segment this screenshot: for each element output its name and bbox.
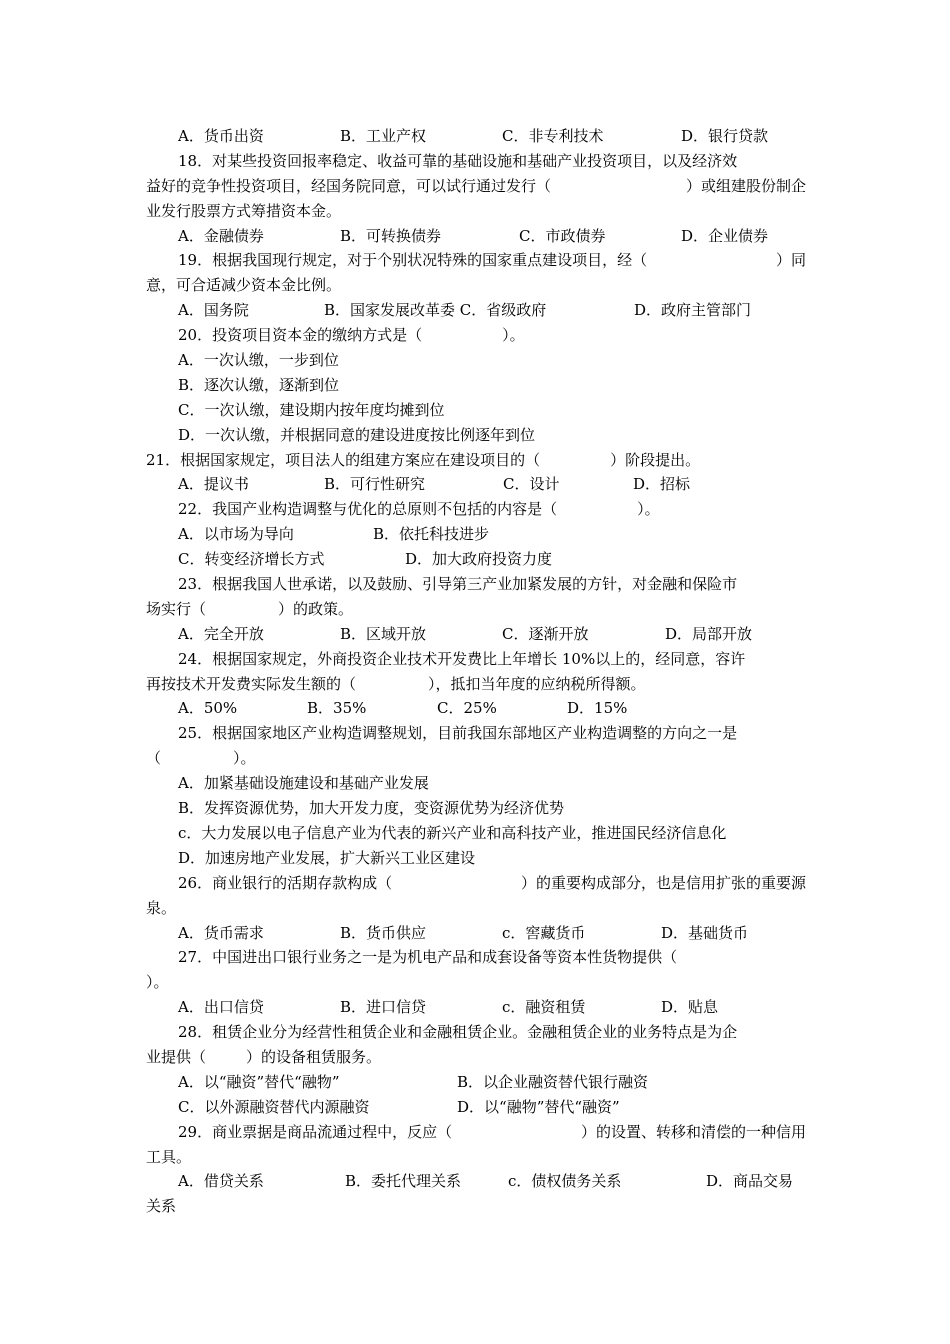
q28-stem-line1: 28．租赁企业分为经营性租赁企业和金融租赁企业。金融租赁企业的业务特点是为企	[178, 1023, 738, 1042]
q19-stem-line2: 意，可合适减少资本金比例。	[146, 276, 342, 295]
q29-option-b: B．委托代理关系	[345, 1172, 462, 1191]
q18-option-d: D．企业债券	[681, 226, 769, 245]
q25-option-c: c．大力发展以电子信息产业为代表的新兴产业和高科技产业，推进国民经济信息化	[178, 823, 727, 842]
q27-option-c: c．融资租赁	[502, 998, 586, 1017]
q24-option-c: C．25%	[437, 699, 497, 718]
q22-option-b: B．依托科技进步	[373, 525, 490, 544]
q19-option-bc: B．国家发展改革委 C．省级政府	[324, 301, 547, 320]
q27-option-a: A．出口信贷	[178, 998, 264, 1017]
document-page	[146, 124, 806, 1219]
q17-option-b: B．工业产权	[340, 127, 427, 145]
q23-stem-line2: 场实行（ ）的政策。	[146, 599, 354, 618]
q26-option-c: c．窖藏货币	[502, 923, 586, 942]
q20-option-b: B．逐次认缴，逐渐到位	[178, 375, 340, 394]
q28-option-c: C．以外源融资替代内源融资	[178, 1097, 370, 1116]
q26-stem-line1: 26．商业银行的活期存款构成（ ）的重要构成部分，也是信用扩张的重要源	[178, 873, 806, 892]
q23-stem-line1: 23．根据我国人世承诺，以及鼓励、引导第三产业加紧发展的方针，对金融和保险市	[178, 575, 738, 594]
q29-option-c: c．债权债务关系	[508, 1172, 622, 1191]
q23-option-a: A．完全开放	[178, 624, 264, 643]
q29-option-a: A．借贷关系	[178, 1172, 264, 1191]
q18-stem-line3: 业发行股票方式筹措资本金。	[146, 201, 342, 220]
q22-stem: 22．我国产业构造调整与优化的总原则不包括的内容是（ ）。	[178, 500, 660, 519]
q20-option-c: C．一次认缴，建设期内按年度均摊到位	[178, 400, 445, 419]
q25-stem-line2: （ ）。	[146, 749, 256, 768]
q20-stem: 20．投资项目资本金的缴纳方式是（ ）。	[178, 326, 525, 345]
q29-stem-line2: 工具。	[146, 1147, 192, 1166]
q25-stem-line1: 25．根据国家地区产业构造调整规划，目前我国东部地区产业构造调整的方向之一是	[178, 724, 738, 743]
q28-option-d: D．以“融物”替代“融资”	[457, 1097, 620, 1116]
q22-option-c: C．转变经济增长方式	[178, 550, 325, 569]
q27-options	[146, 995, 806, 1020]
q26-option-d: D．基础货币	[661, 923, 749, 942]
q22-options-row2	[146, 547, 806, 572]
q25-option-b: B．发挥资源优势，加大开发力度，变资源优势为经济优势	[178, 799, 565, 818]
q25-option-a: A．加紧基础设施建设和基础产业发展	[178, 774, 429, 793]
q27-stem-line2: ）。	[146, 973, 169, 992]
q19-options	[146, 298, 806, 323]
q24-option-b: B．35%	[307, 699, 367, 718]
q24-stem-line2: 再按技术开发费实际发生额的（ ），抵扣当年度的应纳税所得额。	[146, 674, 646, 693]
q26-option-a: A．货币需求	[178, 923, 264, 942]
q21-option-d: D．招标	[633, 475, 691, 494]
q18-stem-line2: 益好的竞争性投资项目，经国务院同意，可以试行通过发行（ ）或组建股份制企	[146, 176, 806, 195]
q17-option-c: C．非专利技术	[502, 127, 604, 145]
q27-option-b: B．进口信贷	[340, 998, 427, 1017]
q21-option-a: A．提议书	[178, 475, 249, 494]
q28-options-row2	[146, 1095, 806, 1120]
q17-options	[146, 124, 806, 149]
q28-option-b: B．以企业融资替代银行融资	[457, 1072, 649, 1091]
q21-stem: 21．根据国家规定，项目法人的组建方案应在建设项目的（ ）阶段提出。	[146, 450, 701, 469]
q21-option-b: B．可行性研究	[324, 475, 426, 494]
q23-option-c: C．逐渐开放	[502, 624, 589, 643]
q20-option-a: A．一次认缴，一步到位	[178, 351, 339, 370]
q29-option-d: D．商品交易	[706, 1172, 794, 1191]
q27-option-d: D．贴息	[661, 998, 719, 1017]
q29-options	[146, 1169, 806, 1194]
q23-option-b: B．区域开放	[340, 624, 427, 643]
q21-option-c: C．设计	[503, 475, 560, 494]
q19-stem-line1: 19．根据我国现行规定，对于个别状况特殊的国家重点建设项目，经（ ）同	[178, 251, 806, 270]
q18-option-b: B．可转换债券	[340, 226, 442, 245]
q17-option-d: D．银行贷款	[681, 127, 769, 145]
q18-options	[146, 224, 806, 249]
q29-stem-line1: 29．商业票据是商品流通过程中，反应（ ）的设置、转移和清偿的一种信用	[178, 1122, 806, 1141]
q18-option-c: C．市政债券	[519, 226, 606, 245]
q18-stem-line1: 18．对某些投资回报率稳定、收益可靠的基础设施和基础产业投资项目，以及经济效	[178, 151, 738, 170]
q29-option-d-continuation: 关系	[146, 1197, 177, 1216]
q26-option-b: B．货币供应	[340, 923, 427, 942]
q28-stem-line2: 业提供（ ）的设备租赁服务。	[146, 1047, 382, 1066]
q24-options	[146, 696, 806, 721]
q26-options	[146, 921, 806, 946]
q24-option-d: D．15%	[567, 699, 628, 718]
q22-option-a: A．以市场为导向	[178, 525, 294, 544]
q18-option-a: A．金融债券	[178, 226, 264, 245]
q17-option-a: A．货币出资	[178, 127, 264, 145]
q19-option-d: D．政府主管部门	[634, 301, 752, 320]
q22-options-row1	[146, 522, 806, 547]
q26-stem-line2: 泉。	[146, 898, 177, 917]
q19-option-a: A．国务院	[178, 301, 249, 320]
q28-option-a: A．以“融资”替代“融物”	[178, 1072, 340, 1091]
q28-options-row1	[146, 1070, 806, 1095]
q22-option-d: D．加大政府投资力度	[405, 550, 553, 569]
q23-options	[146, 622, 806, 647]
q24-stem-line1: 24．根据国家规定，外商投资企业技术开发费比上年增长 10%以上的，经同意，容许	[178, 649, 746, 668]
q20-option-d: D．一次认缴，并根据同意的建设进度按比例逐年到位	[178, 425, 536, 444]
q23-option-d: D．局部开放	[665, 624, 753, 643]
q27-stem-line1: 27．中国进出口银行业务之一是为机电产品和成套设备等资本性货物提供（	[178, 948, 678, 967]
q21-options	[146, 472, 806, 497]
q24-option-a: A．50%	[178, 699, 238, 718]
q25-option-d: D．加速房地产业发展，扩大新兴工业区建设	[178, 848, 476, 867]
